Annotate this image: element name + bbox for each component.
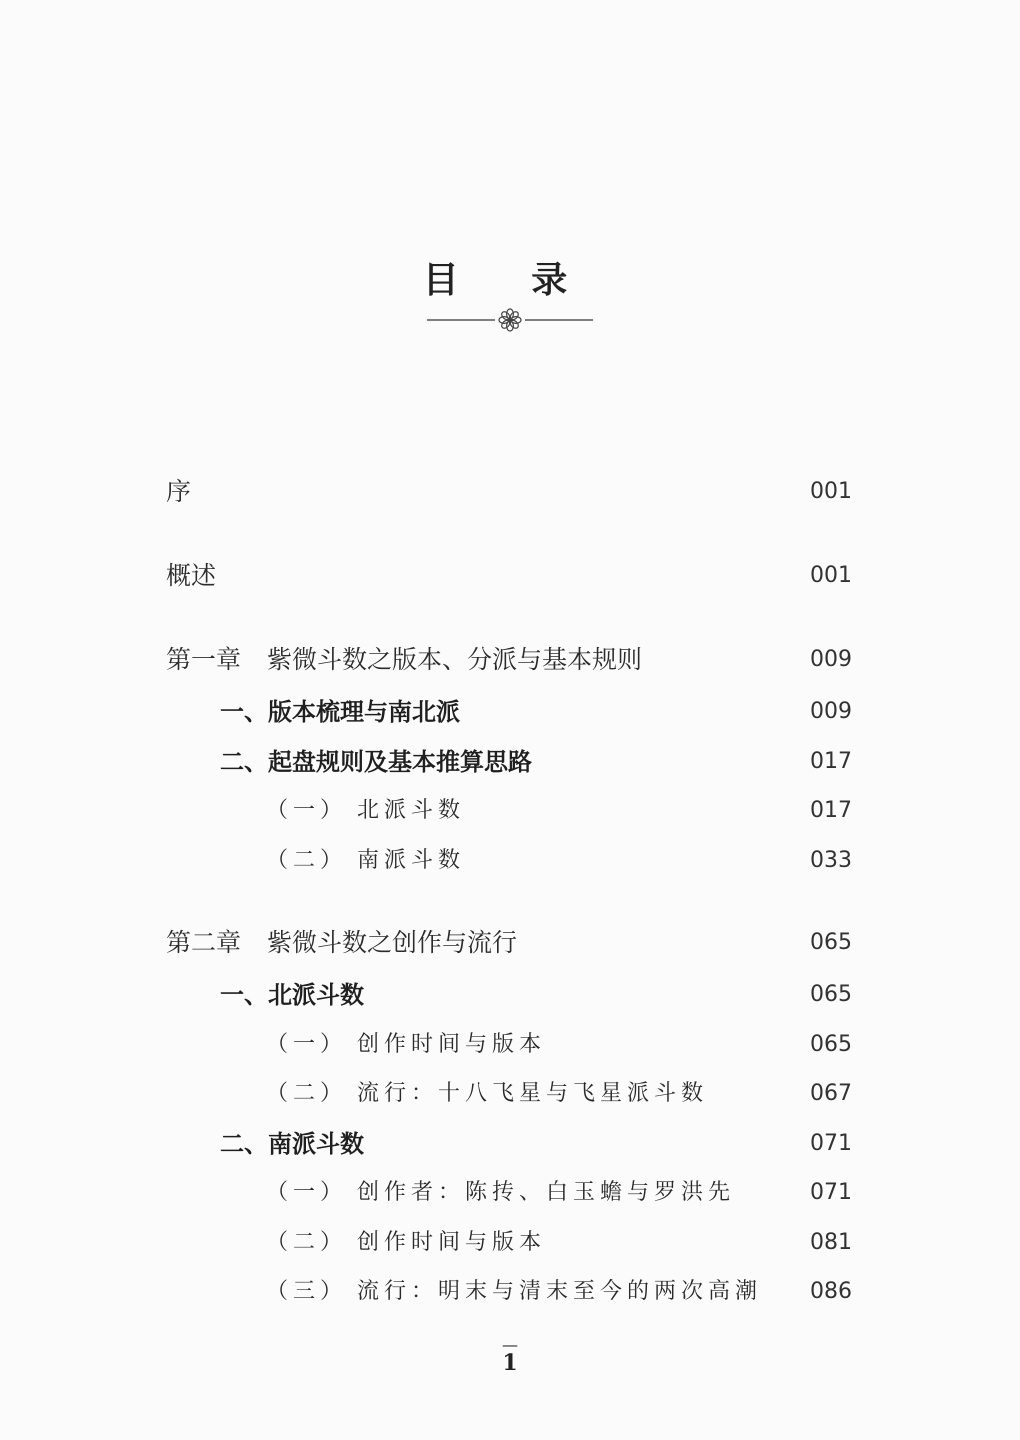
toc-entry-page: 001	[810, 479, 852, 504]
toc-entry-page: 017	[810, 798, 852, 823]
toc-entry-label	[220, 744, 532, 780]
toc-entry-title: 南派斗数	[268, 1129, 364, 1158]
toc-entry-page: 081	[810, 1230, 852, 1255]
toc-entry-title: 北派斗数	[268, 980, 364, 1009]
toc-entry-label	[166, 558, 216, 594]
toc-entry-page: 071	[810, 1131, 852, 1156]
toc-entry	[0, 1175, 1020, 1211]
toc-entry-label	[166, 474, 191, 510]
toc-entry-prefix: 第一章	[166, 645, 242, 674]
toc-entry-page: 009	[810, 699, 852, 724]
toc-entry-prefix: 序	[166, 477, 192, 506]
toc-entry-title: 南派斗数	[357, 848, 466, 873]
toc-entry-prefix: （一）	[266, 798, 348, 823]
toc-entry-page: 009	[810, 647, 852, 672]
toc-entry	[0, 1076, 1020, 1112]
toc-entry	[0, 1027, 1020, 1063]
toc-entry-label	[220, 694, 460, 730]
toc-entry-page: 033	[810, 848, 852, 873]
toc-entry	[0, 843, 1020, 879]
toc-entry-label	[266, 1027, 546, 1063]
toc-entry-title: 创作者：陈抟、白玉蟾与罗洪先	[357, 1180, 736, 1205]
toc-entry-page: 065	[810, 1032, 852, 1057]
toc-entry-prefix: （三）	[266, 1279, 348, 1304]
toc-entry-title: 创作时间与版本	[357, 1230, 547, 1255]
toc-entry	[0, 1274, 1020, 1310]
toc-entry-label	[266, 1076, 708, 1112]
toc-entry-prefix: （一）	[266, 1032, 348, 1057]
toc-entry-page: 017	[810, 749, 852, 774]
page-number	[0, 1335, 1020, 1376]
toc-entry-label	[166, 925, 517, 961]
folio-dash: —	[502, 1335, 518, 1354]
toc-entry-title: 创作时间与版本	[357, 1032, 547, 1057]
toc-entry	[0, 694, 1020, 730]
toc-entry-title: 紫微斗数之版本、分派与基本规则	[267, 645, 643, 674]
toc-entry	[0, 793, 1020, 829]
toc-entry-label	[220, 1126, 364, 1162]
toc-entry-title: 流行：十八飞星与飞星派斗数	[357, 1081, 709, 1106]
toc-entry-page: 071	[810, 1180, 852, 1205]
toc-entry-page: 086	[810, 1279, 852, 1304]
toc-entry	[0, 1126, 1020, 1162]
toc-entry-prefix: 一、	[220, 697, 268, 726]
toc-entry-label	[220, 977, 364, 1013]
toc-entry-label	[266, 1274, 762, 1310]
toc-entry-label	[266, 843, 465, 879]
toc-entry-label	[266, 793, 465, 829]
toc-entry	[0, 642, 1020, 678]
toc-entry-prefix: （二）	[266, 1081, 348, 1106]
toc-entry-title: 紫微斗数之创作与流行	[267, 928, 518, 957]
toc-entry	[0, 925, 1020, 961]
toc-entry-title: 流行：明末与清末至今的两次高潮	[357, 1279, 763, 1304]
toc-entry-page: 067	[810, 1081, 852, 1106]
toc-entry-page: 001	[810, 563, 852, 588]
folio-number: 1	[502, 1350, 518, 1376]
page-title: 目 录	[422, 259, 598, 301]
toc-entry	[0, 744, 1020, 780]
toc-entry-label	[266, 1225, 546, 1261]
toc-entry-title: 起盘规则及基本推算思路	[268, 747, 532, 776]
toc-entry-prefix: （二）	[266, 848, 348, 873]
toc-entry-prefix: （一）	[266, 1180, 348, 1205]
toc-entry	[0, 977, 1020, 1013]
toc-entry	[0, 474, 1020, 510]
toc-entry-title: 北派斗数	[357, 798, 466, 823]
toc-entry-prefix: 概述	[166, 561, 217, 590]
toc-entry-prefix: 一、	[220, 980, 268, 1009]
toc-entry-page: 065	[810, 982, 852, 1007]
toc-entry	[0, 1225, 1020, 1261]
toc-entry-prefix: （二）	[266, 1230, 348, 1255]
toc-entry-page: 065	[810, 930, 852, 955]
toc-entry	[0, 558, 1020, 594]
toc-entry-prefix: 二、	[220, 747, 268, 776]
toc-entry-prefix: 二、	[220, 1129, 268, 1158]
toc-entry-label	[166, 642, 642, 678]
toc-entry-prefix: 第二章	[166, 928, 242, 957]
toc-entry-title: 版本梳理与南北派	[268, 697, 460, 726]
toc-entry-label	[266, 1175, 735, 1211]
